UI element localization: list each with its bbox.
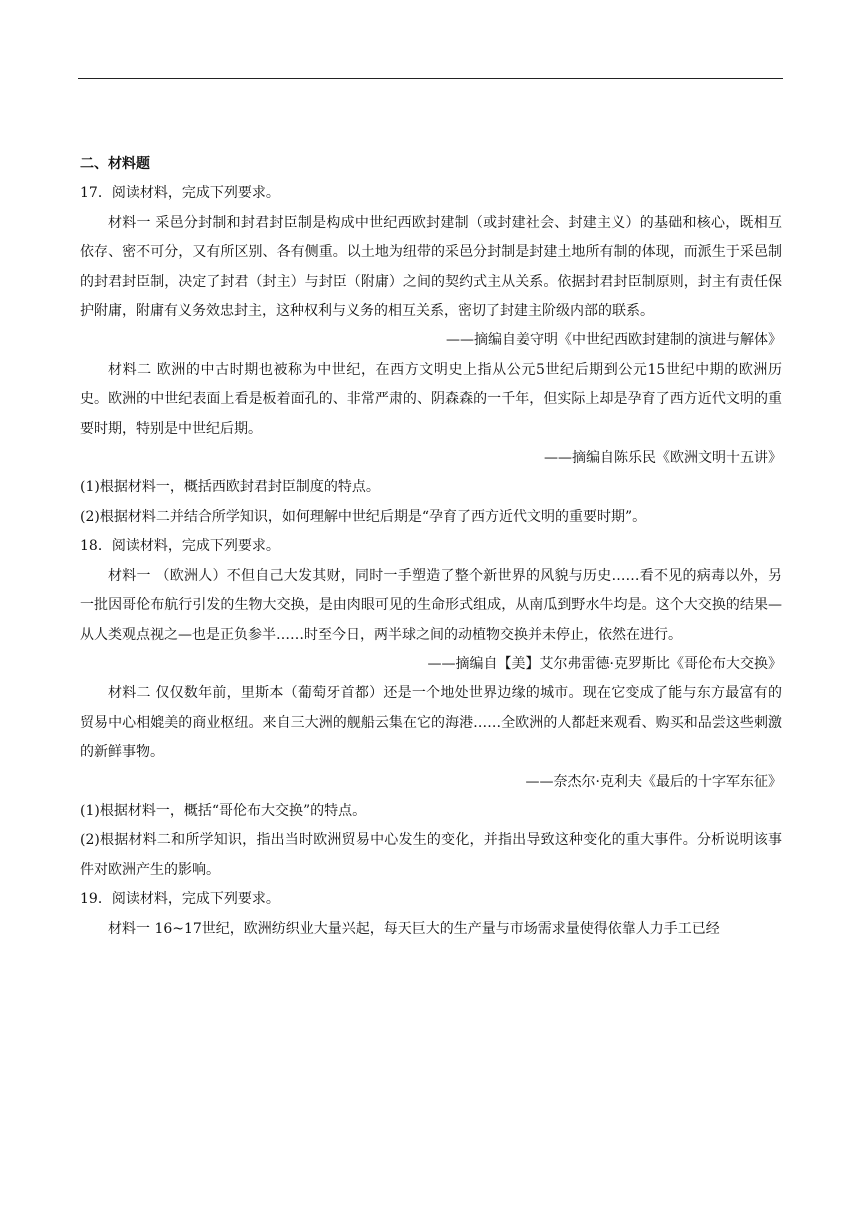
material-source: ——摘编自【美】艾尔弗雷德·克罗斯比《哥伦布大交换》 (427, 655, 782, 672)
header-rule (78, 78, 783, 79)
sub-question: (2)根据材料二并结合所学知识，如何理解中世纪后期是“孕育了西方近代文明的重要时期”。 (80, 508, 647, 525)
material-text: 材料一 16~17世纪，欧洲纺织业大量兴起，每天巨大的生产量与市场需求量使得依靠人力手工已经 (108, 920, 720, 937)
material-source: ——摘编自陈乐民《欧洲文明十五讲》 (544, 450, 782, 467)
material-text: 材料二 欧洲的中古时期也被称为中世纪，在西方文明史上指从公元5世纪后期到公元15世纪中期的欧洲历史。欧洲的中世纪表面上看是板着面孔的、非常严肃的、阴森森的一千年，但实际上却是孕育了西方近代文明的重要时期，特别是中世纪后期。 (80, 361, 782, 437)
material-text: 材料一 （欧洲人）不但自己大发其财，同时一手塑造了整个新世界的风貌与历史……看不见的病毒以外，另一批因哥伦布航行引发的生物大交换，是由肉眼可见的生命形式组成，从南瓜到野水牛均是。这个大交换的结果—从人类观点视之—也是正负参半……时至今日，两半球之间的动植物交换并未停止，依然在进行。 (80, 567, 782, 643)
material-source: ——摘编自姜守明《中世纪西欧封建制的演进与解体》 (446, 332, 782, 349)
material-source: ——奈杰尔·克利夫《最后的十字军东征》 (525, 773, 782, 790)
question-18 (80, 532, 782, 885)
material-text: 材料一 采邑分封制和封君封臣制是构成中世纪西欧封建制（或封建社会、封建主义）的基础和核心，既相互依存、密不可分，又有所区别、各有侧重。以土地为纽带的采邑分封制是封建土地所有制的体现，而派生于采邑制的封君封臣制，决定了封君（封主）与封臣（附庸）之间的契约式主从关系。依据封君封臣制原则，封主有责任保护附庸，附庸有义务效忠封主，这种权利与义务的相互关系，密切了封建主阶级内部的联系。 (80, 214, 782, 320)
sub-question: (1)根据材料一，概括“哥伦布大交换”的特点。 (80, 802, 367, 819)
sub-question: (2)根据材料二和所学知识，指出当时欧洲贸易中心发生的变化，并指出导致这种变化的重大事件。分析说明该事件对欧洲产生的影响。 (80, 832, 782, 878)
sub-question: (1)根据材料一，概括西欧封君封臣制度的特点。 (80, 479, 380, 496)
material-text: 材料二 仅仅数年前，里斯本（葡萄牙首都）还是一个地处世界边缘的城市。现在它变成了能与东方最富有的贸易中心相媲美的商业枢纽。来自三大洲的舰船云集在它的海港……全欧洲的人都赶来观看、购买和品尝这些刺激的新鲜事物。 (80, 685, 782, 761)
question-heading: 19．阅读材料，完成下列要求。 (80, 891, 280, 908)
question-heading: 17．阅读材料，完成下列要求。 (80, 185, 280, 202)
document-body (80, 150, 782, 944)
section-title: 二、材料题 (80, 156, 150, 172)
question-17 (80, 179, 782, 532)
question-heading: 18．阅读材料，完成下列要求。 (80, 538, 280, 555)
question-19 (80, 885, 782, 944)
